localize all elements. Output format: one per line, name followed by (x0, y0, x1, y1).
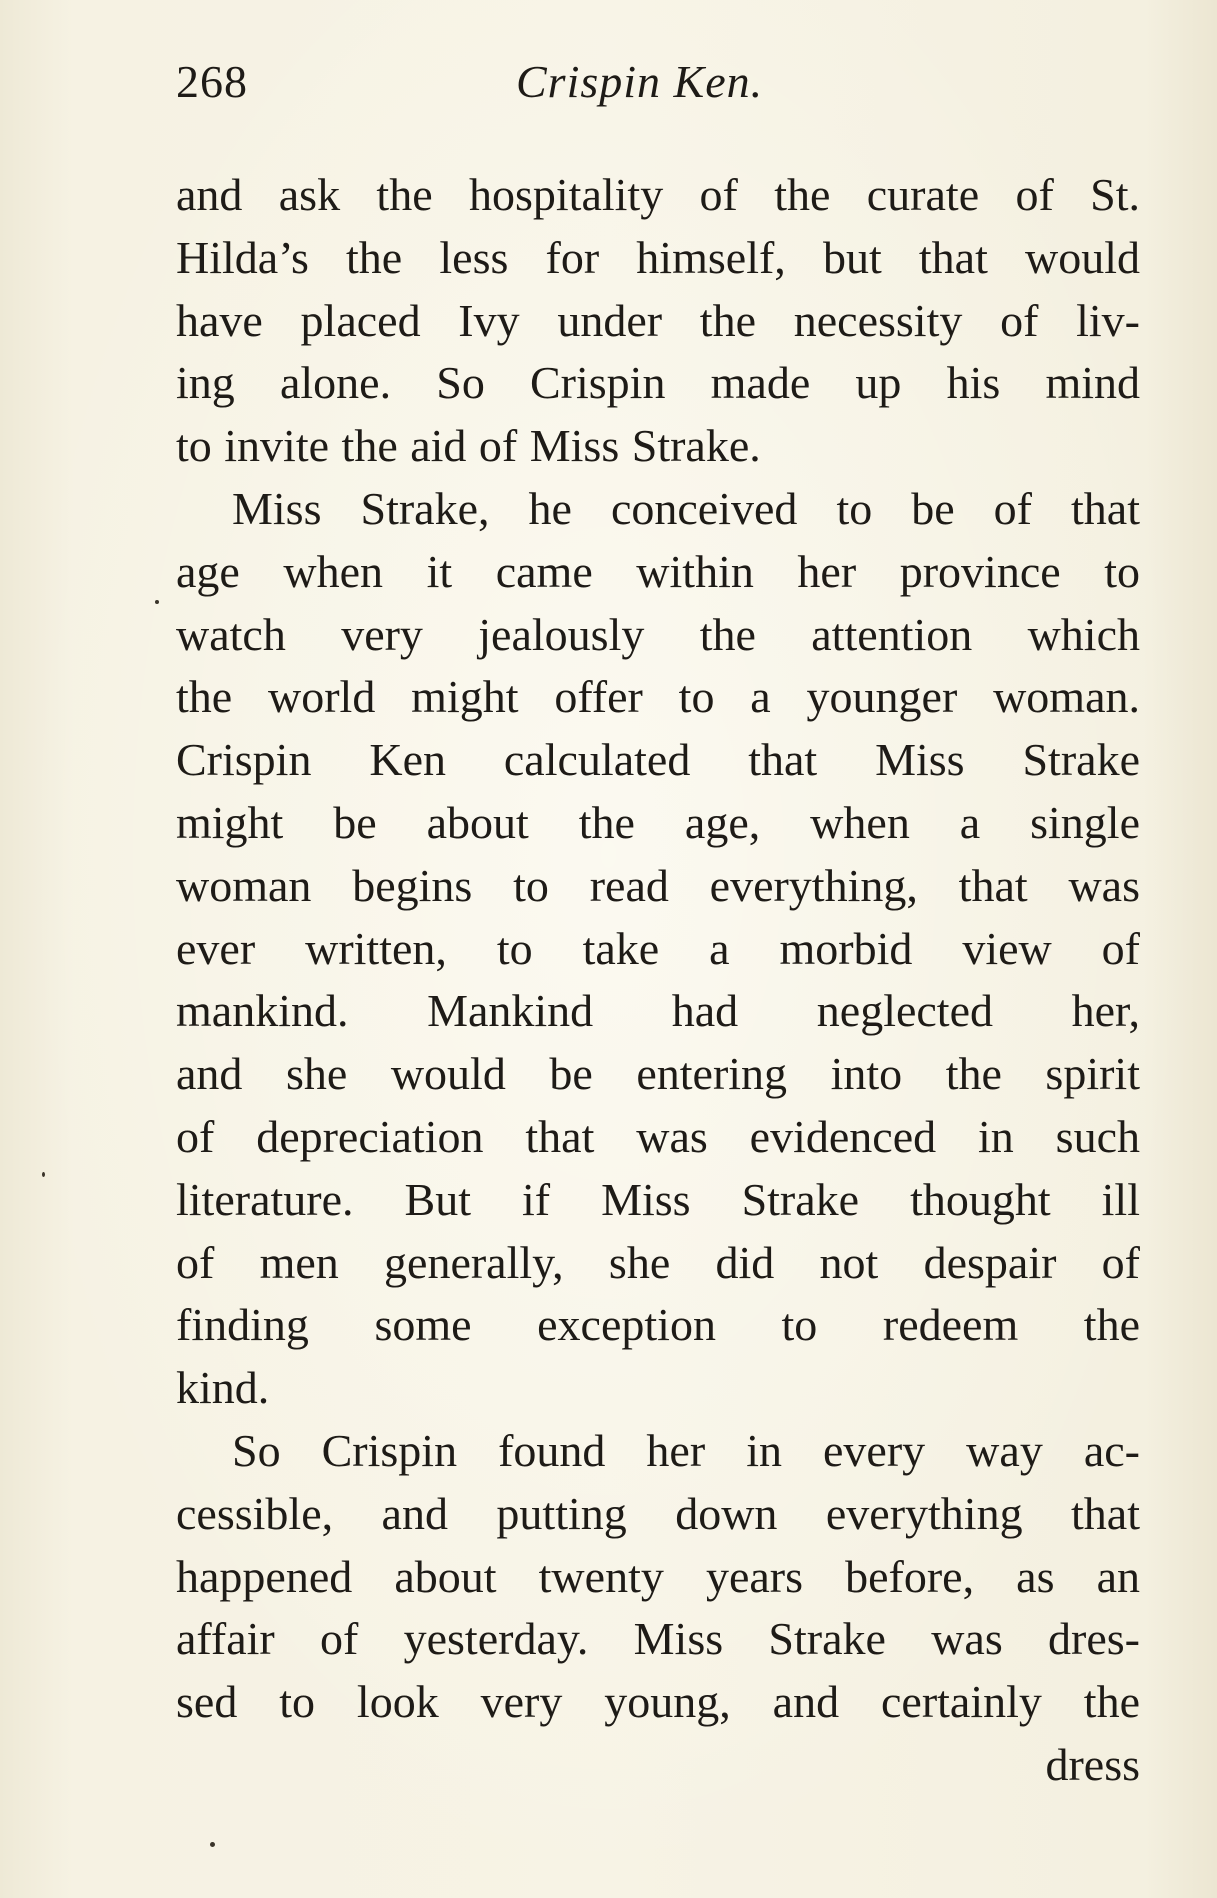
text-line: the world might offer to a younger woman. (176, 671, 1140, 723)
text-line: literature. But if Miss Strake thought ill (176, 1173, 1140, 1225)
text-line: affair of yesterday. Miss Strake was dres- (176, 1613, 1140, 1665)
text-line: and she would be entering into the spirit (176, 1048, 1140, 1100)
text-line: of men generally, she did not despair of (176, 1236, 1140, 1288)
text-line: sed to look very young, and certainly the (176, 1676, 1140, 1728)
text-line: mankind. Mankind had neglected her, (176, 985, 1140, 1037)
paper-speck (155, 600, 159, 604)
text-line: cessible, and putting down everything that (176, 1487, 1140, 1539)
text-line: woman begins to read everything, that was (176, 859, 1140, 911)
text-line: ing alone. So Crispin made up his mind (176, 357, 1140, 409)
paragraph-start-line: Miss Strake, he conceived to be of that (232, 482, 1140, 534)
page-number: 268 (176, 56, 248, 107)
text-line: have placed Ivy under the necessity of liv- (176, 294, 1140, 346)
running-title: Crispin Ken. (516, 56, 764, 107)
text-line: ever written, to take a morbid view of (176, 922, 1140, 974)
text-line: might be about the age, when a single (176, 796, 1140, 848)
text-line: of depreciation that was evidenced in such (176, 1110, 1140, 1162)
text-line: finding some exception to redeem the (176, 1299, 1140, 1351)
text-line: age when it came within her province to (176, 545, 1140, 597)
text-line: happened about twenty years before, as an (176, 1550, 1140, 1602)
body-text (176, 164, 1140, 1797)
text-line: kind. (176, 1362, 270, 1414)
running-head (176, 52, 1140, 112)
text-line: and ask the hospitality of the curate of St. (176, 169, 1140, 220)
text-line: to invite the aid of Miss Strake. (176, 420, 761, 472)
text-line: watch very jealously the attention which (176, 608, 1140, 660)
paragraph-start-line: So Crispin found her in every way ac- (232, 1424, 1140, 1476)
text-line: Crispin Ken calculated that Miss Strake (176, 734, 1140, 786)
catchword: dress (1045, 1738, 1140, 1790)
paper-speck (42, 1172, 45, 1177)
paper-speck (210, 1842, 215, 1847)
text-line: Hilda’s the less for himself, but that would (176, 231, 1140, 283)
